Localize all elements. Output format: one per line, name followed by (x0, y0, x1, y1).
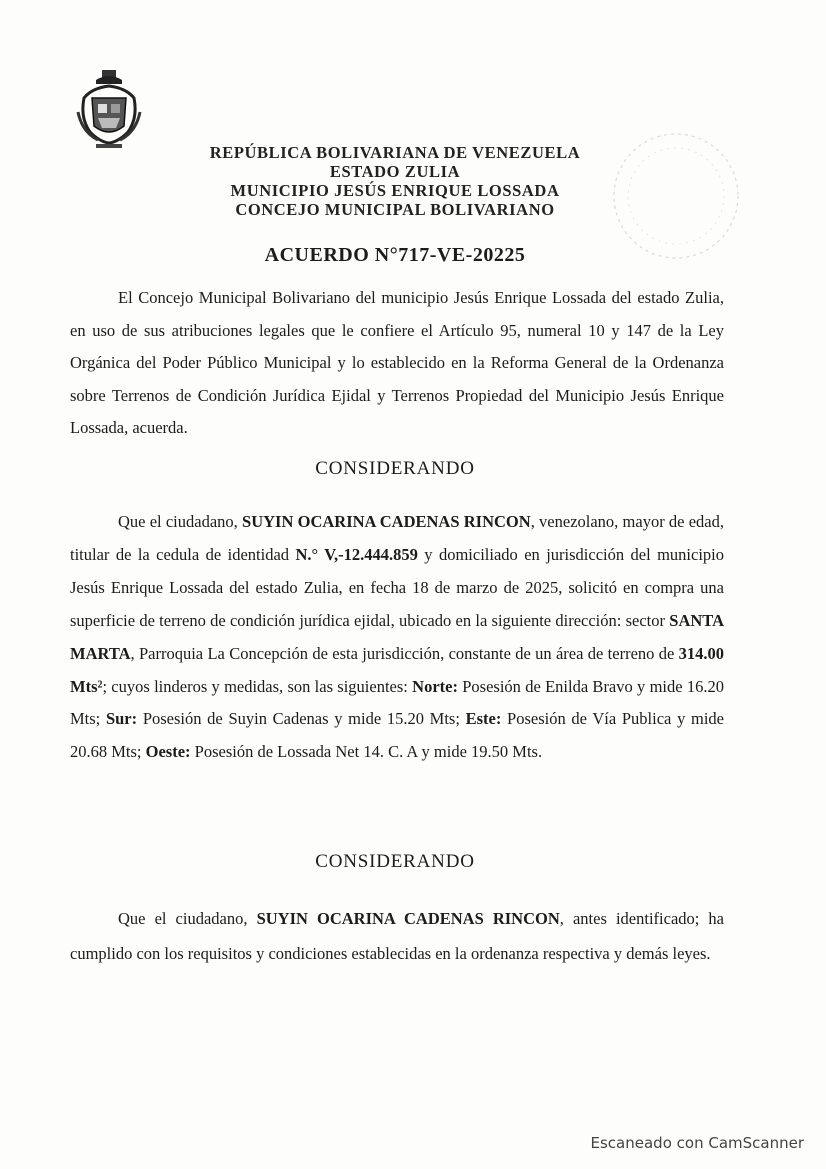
text-run: , antes identificado; ha cumplido con los requisitos y condiciones establecidas en la ordenanza respectiva y demás leyes. (70, 909, 725, 963)
id-number: N.° V,-12.444.859 (295, 544, 418, 564)
header-line-estado: ESTADO ZULIA (329, 162, 461, 181)
document-title: ACUERDO N°717-VE-20225 (264, 244, 526, 266)
considerando-heading-2: CONSIDERANDO (315, 851, 475, 872)
boundary-label-sur: Sur: (105, 709, 138, 729)
text-run: ; cuyos linderos y medidas, son las siguientes: (102, 676, 413, 696)
boundary-label-este: Este: (465, 709, 502, 729)
considerando-paragraph-1 (70, 506, 724, 769)
citizen-name: SUYIN OCARINA CADENAS RINCON (242, 512, 531, 531)
text-run: , venezolano, mayor de edad, titular de la cedula de identidad (70, 512, 724, 564)
land-area: 314.00 Mts² (70, 643, 724, 696)
intro-paragraph: El Concejo Municipal Bolivariano del municipio Jesús Enrique Lossada del estado Zulia, en uso de sus atribuciones legales que le confiere el Artículo 95, numeral 10 y 147 de la Ley Orgánica del Poder Público Municipal y lo establecido en la Reforma General de la Ordenanza sobre Terrenos de Condición Jurídica Ejidal y Terrenos Propiedad del Municipio Jesús Enrique Lossada, acuerda. (70, 288, 724, 438)
text-run: , Parroquia La Concepción de esta jurisdicción, constante de un área de terreno de (130, 643, 679, 663)
scanner-watermark: Escaneado con CamScanner (590, 1134, 804, 1152)
boundary-label-oeste: Oeste: (145, 742, 191, 762)
header-line-municipio: MUNICIPIO JESÚS ENRIQUE LOSSADA (230, 181, 560, 200)
header-line-concejo: CONCEJO MUNICIPAL BOLIVARIANO (235, 200, 555, 219)
sector-name: SANTA MARTA (70, 610, 724, 663)
text-run: y domiciliado en jurisdicción del municipio Jesús Enrique Lossada del estado Zulia, en fecha 18 de marzo de 2025, solicitó en compra una superficie de terreno de condición jurídica ejidal, ubicado en la siguiente dirección: sector (70, 544, 725, 630)
considerando-heading-1: CONSIDERANDO (315, 458, 475, 479)
text-run: Que el ciudadano, (118, 909, 257, 928)
document-header (150, 143, 640, 219)
boundary-sur: Posesión de Suyin Cadenas y mide 15.20 Mts; (137, 709, 466, 729)
header-line-republica: REPÚBLICA BOLIVARIANA DE VENEZUELA (209, 143, 581, 162)
text-run: Que el ciudadano, (118, 512, 243, 531)
boundary-este: Posesión de Vía Publica y mide 20.68 Mts; (70, 709, 724, 762)
considerando-paragraph-2 (70, 901, 724, 971)
boundary-oeste: Posesión de Lossada Net 14. C. A y mide 19.50 Mts. (190, 742, 543, 762)
municipal-seal-logo (76, 68, 142, 150)
citizen-name: SUYIN OCARINA CADENAS RINCON (256, 909, 560, 928)
boundary-label-norte: Norte: (412, 676, 458, 696)
boundary-norte: Posesión de Enilda Bravo y mide 16.20 Mts; (70, 676, 724, 729)
